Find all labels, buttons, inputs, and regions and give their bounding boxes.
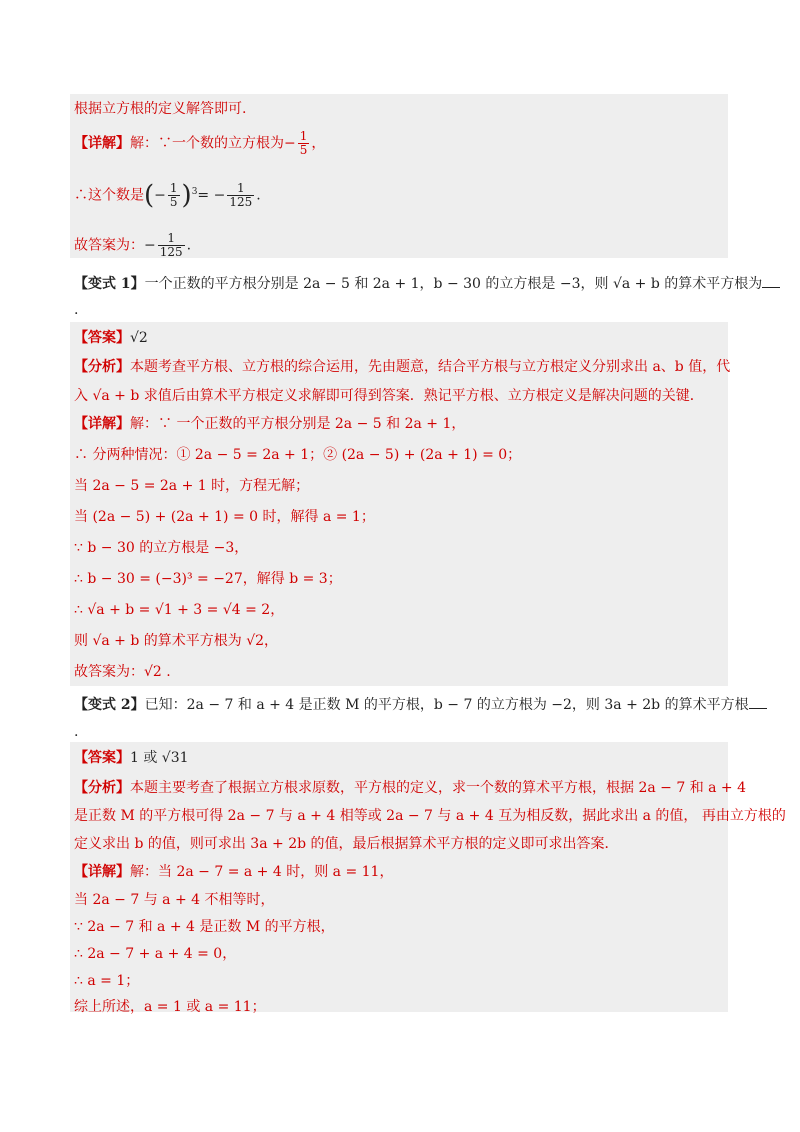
variant2-analysis-3: 定义求出 b 的值，则可求出 3a + 2b 的值，最后根据算术平方根的定义即可求出答案． [74, 836, 619, 852]
variant1-detail-8: 则 √a + b 的算术平方根为 √2， [74, 633, 279, 649]
variant2-detail-4: ∴ 2a − 7 + a + 4 = 0， [74, 946, 237, 962]
variant1-tag: 【变式 1】 [74, 276, 145, 292]
neg-sign: − [284, 135, 296, 152]
detail-text: 解：∵一个数的立方根为 [130, 135, 284, 152]
variant2-detail-6: 综上所述，a = 1 或 a = 11； [74, 999, 266, 1015]
variant1-detail-2: ∴ 分两种情况：① 2a − 5 = 2a + 1；② (2a − 5) + (2a + 1) = 0； [74, 447, 522, 463]
variant2-analysis-1: 【分析】本题主要考查了根据立方根求原数，平方根的定义，求一个数的算术平方根，根据 2a − 7 和 a + 4 [74, 780, 747, 796]
variant2-question [74, 694, 767, 715]
variant2-detail-3: ∵ 2a − 7 和 a + 4 是正数 M 的平方根， [74, 919, 335, 935]
variant1-dot: . [74, 302, 79, 318]
variant1-detail-5: ∵ b − 30 的立方根是 −3， [74, 540, 249, 556]
variant2-question-text: 已知：2a − 7 和 a + 4 是正数 M 的平方根，b − 7 的立方根为 −2，则 3a + 2b 的算术平方根 [144, 697, 749, 713]
variant2-dot: . [74, 724, 79, 740]
variant1-detail-9: 故答案为：√2 . [74, 664, 171, 680]
variant2-tag: 【变式 2】 [74, 697, 145, 713]
fraction: $\frac{1}{5}$ [299, 129, 308, 157]
answer-blank [762, 273, 780, 288]
variant1-detail-1: 【详解】解：∵ 一个正数的平方根分别是 2a − 5 和 2a + 1， [74, 416, 466, 432]
variant2-answer: 【答案】1 或 √31 [74, 750, 189, 766]
variant1-analysis-2: 入 √a + b 求值后由算术平方根定义求解即可得到答案．熟记平方根、立方根定义是解决问题的关键． [74, 388, 704, 404]
variant1-answer: 【答案】√2 [74, 330, 148, 346]
variant1-detail-6: ∴ b − 30 = (−3)³ = −27，解得 b = 3； [74, 571, 342, 587]
variant2-detail-2: 当 2a − 7 与 a + 4 不相等时， [74, 892, 275, 908]
intro-answer-line: 故答案为：− $\frac{1}{125}$ . [74, 231, 192, 259]
variant1-analysis-1: 【分析】本题考查平方根、立方根的综合运用，先由题意，结合平方根与立方根定义分别求出 a、b 值，代 [74, 359, 731, 375]
answer-blank [749, 694, 767, 709]
variant1-detail-4: 当 (2a − 5) + (2a + 1) = 0 时，解得 a = 1； [74, 509, 375, 525]
intro-detail-line [74, 130, 325, 157]
detail-tag: 【详解】 [74, 135, 130, 152]
comma: ， [311, 135, 326, 152]
variant2-detail-5: ∴ a = 1； [74, 973, 140, 989]
variant1-question-text: 一个正数的平方根分别是 2a − 5 和 2a + 1，b − 30 的立方根是 −3，则 √a + b 的算术平方根为 [144, 276, 763, 292]
variant1-detail-3: 当 2a − 5 = 2a + 1 时，方程无解； [74, 478, 310, 494]
variant1-question [74, 273, 780, 294]
variant2-analysis-2: 是正数 M 的平方根可得 2a − 7 与 a + 4 相等或 2a − 7 与 a + 4 互为相反数，据此求出 a 的值， 再由立方根的 [74, 808, 786, 824]
intro-line-1: 根据立方根的定义解答即可. [74, 101, 247, 117]
variant1-detail-7: ∴ √a + b = √1 + 3 = √4 = 2， [74, 602, 285, 618]
variant2-detail-1: 【详解】解：当 2a − 7 = a + 4 时，则 a = 11， [74, 864, 394, 880]
intro-result-line: ∴这个数是(− $\frac{1}{5}$ )$^3$= − $\frac{1}{125}$ . [74, 180, 261, 211]
